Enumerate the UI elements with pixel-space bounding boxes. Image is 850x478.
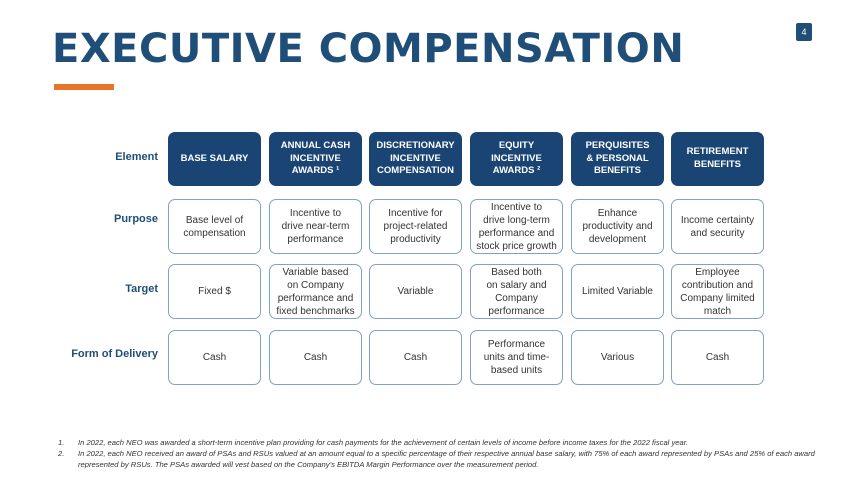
purpose-cell-base-salary: Base level of compensation	[168, 199, 261, 254]
footnote-1	[58, 438, 838, 449]
delivery-cell-annual-cash: Cash	[269, 330, 362, 385]
header-base-salary: BASE SALARY	[168, 132, 261, 186]
target-cell-discretionary: Variable	[369, 264, 462, 319]
footnotes	[58, 438, 838, 470]
row-label-purpose: Purpose	[113, 213, 158, 225]
row-label-form-of-delivery: Form of Delivery	[71, 348, 158, 360]
header-perquisites-personal-benefits: PERQUISITES & PERSONAL BENEFITS	[571, 132, 664, 186]
target-cell-retirement: Employee contribution and Company limited match	[671, 264, 764, 319]
footnote-2-number: 2.	[58, 448, 65, 458]
header-discretionary-incentive-compensation: DISCRETIONARY INCENTIVE COMPENSATION	[369, 132, 462, 186]
purpose-cell-perquisites: Enhance productivity and development	[571, 199, 664, 254]
footnote-1-number: 1.	[58, 438, 65, 447]
target-cell-base-salary: Fixed $	[168, 264, 261, 319]
purpose-cell-retirement: Income certainty and security	[671, 199, 764, 254]
header-equity-incentive-awards: EQUITY INCENTIVE AWARDS ²	[470, 132, 563, 186]
purpose-cell-discretionary: Incentive for project-related productivity	[369, 199, 462, 254]
target-cell-annual-cash: Variable based on Company performance and fixed benchmarks	[269, 264, 362, 319]
target-cell-perquisites: Limited Variable	[571, 264, 664, 319]
title-accent-bar	[54, 84, 114, 90]
delivery-cell-discretionary: Cash	[369, 330, 462, 385]
delivery-cell-base-salary: Cash	[168, 330, 261, 385]
delivery-cell-perquisites: Various	[571, 330, 664, 385]
footnote-2	[58, 449, 838, 471]
row-label-element: Element	[115, 151, 158, 163]
purpose-cell-equity: Incentive to drive long-term performance and stock price growth	[470, 199, 563, 254]
header-annual-cash-incentive-awards: ANNUAL CASH INCENTIVE AWARDS ¹	[269, 132, 362, 186]
page-title: EXECUTIVE COMPENSATION	[52, 26, 685, 72]
row-label-target: Target	[125, 283, 158, 295]
header-retirement-benefits: RETIREMENT BENEFITS	[671, 132, 764, 186]
page-number-badge: 4	[796, 23, 812, 41]
target-cell-equity: Based both on salary and Company performance	[470, 264, 563, 319]
footnote-1-text: In 2022, each NEO was awarded a short-term incentive plan providing for cash payments for the achievement of certain levels of income before income taxes for the 2022 fiscal year.	[78, 438, 689, 447]
delivery-cell-retirement: Cash	[671, 330, 764, 385]
purpose-cell-annual-cash: Incentive to drive near-term performance	[269, 199, 362, 254]
footnote-2-text: In 2022, each NEO received an award of PSAs and RSUs valued at an amount equal to a specific percentage of their respective annual base salary, with 75% of each award represented by PSAs and 25% of each award represented by RSUs. The PSAs awarded will vest based on the Company’s EBITDA Margin Performance over the measurement period.	[78, 448, 815, 469]
delivery-cell-equity: Performance units and time- based units	[470, 330, 563, 385]
